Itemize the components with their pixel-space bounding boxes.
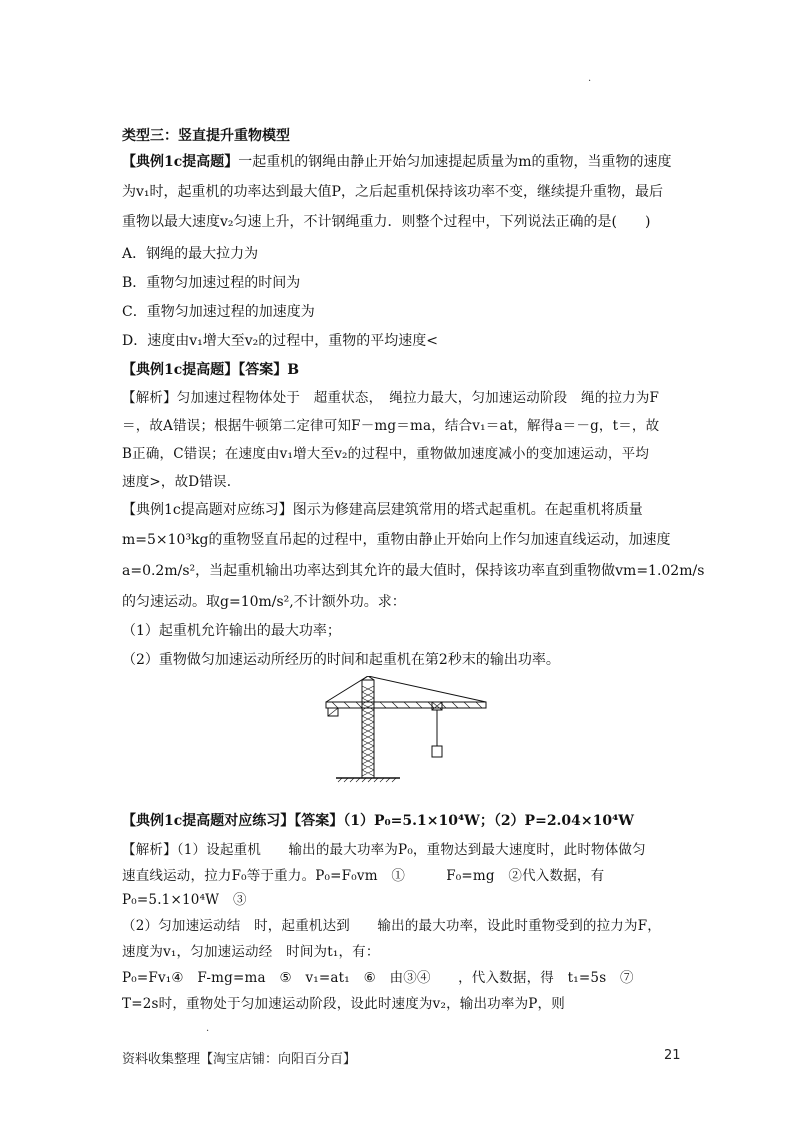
- section-title: 类型三：竖直提升重物模型: [122, 128, 290, 144]
- example1-analysis-line-4: 速度>，故D错误.: [122, 474, 232, 490]
- example1-answer: 【典例1c提高题】【答案】B: [122, 362, 300, 378]
- example2-solution-line-3: P₀=5.1×10⁴W ③: [122, 892, 247, 908]
- example2-solution-line-1: 【解析】（1）设起重机 输出的最大功率为P₀，重物达到最大速度时，此时物体做匀: [122, 842, 646, 858]
- option-c: C．重物匀加速过程的加速度为: [122, 304, 315, 320]
- example2-solution-line-2: 速直线运动，拉力F₀等于重力。P₀=F₀vm ① F₀=mg ②代入数据，有: [122, 868, 605, 884]
- example2-solution-line-6: P₀=Fv₁④ F-mg=ma ⑤ v₁=at₁ ⑥ 由③④ ，代入数据，得 t₁=5s ⑦: [122, 970, 634, 986]
- page-number: 21: [664, 1048, 681, 1063]
- option-b: B．重物匀加速过程的时间为: [122, 275, 301, 291]
- example1-question-line-1: [122, 152, 692, 172]
- example2-answer: 【典例1c提高题对应练习】【答案】（1）P₀=5.1×10⁴W；（2）P=2.04×10⁴W: [122, 813, 634, 829]
- example2-solution-line-4: （2）匀加速运动结 时，起重机达到 输出的最大功率，设此时重物受到的拉力为F，: [122, 918, 661, 934]
- tower-crane-figure: [322, 676, 488, 790]
- example2-question-line-3: a=0.2m/s²，当起重机输出功率达到其允许的最大值时，保持该功率直到重物做vm=1.02m/s: [122, 563, 705, 579]
- example2-sub-question-2: （2）重物做匀加速运动所经历的时间和起重机在第2秒末的输出功率。: [122, 652, 560, 668]
- example2-question-line-4: 的匀速运动。取g=10m/s²,不计额外功。求：: [122, 594, 406, 610]
- example1-analysis-line-1: 【解析】匀加速过程物体处于 超重状态， 绳拉力最大，匀加速运动阶段 绳的拉力为F: [122, 390, 660, 406]
- example1-question-line-2: 为v₁时，起重机的功率达到最大值P，之后起重机保持该功率不变，继续提升重物，最后: [122, 184, 663, 200]
- example2-question-line-1: 【典例1c提高题对应练习】图示为修建高层建筑常用的塔式起重机。在起重机将质量: [122, 502, 643, 518]
- example1-question-text: 一起重机的钢绳由静止开始匀加速提起质量为m的重物，当重物的速度: [238, 154, 672, 170]
- example2-solution-line-7: T=2s时，重物处于匀加速运动阶段，设此时速度为v₂，输出功率为P，则: [122, 996, 565, 1012]
- example1-analysis-line-3: B正确，C错误；在速度由v₁增大至v₂的过程中，重物做加速度减小的变加速运动，平均: [122, 446, 650, 462]
- example2-question-line-2: m=5×10³kg的重物竖直吊起的过程中，重物由静止开始向上作匀加速直线运动，加速度: [122, 532, 671, 548]
- option-d: D．速度由v₁增大至v₂的过程中，重物的平均速度<: [122, 333, 438, 349]
- example2-solution-line-5: 速度为v₁，匀加速运动经 时间为t₁，有：: [122, 944, 380, 960]
- example1-question-line-3: 重物以最大速度v₂匀速上升，不计钢绳重力．则整个过程中，下列说法正确的是( ): [122, 214, 651, 230]
- example1-tag: 【典例1c提高题】: [122, 154, 239, 170]
- footer-source: 资料收集整理【淘宝店铺：向阳百分百】: [122, 1052, 357, 1067]
- option-a: A．钢绳的最大拉力为: [122, 246, 259, 262]
- example2-sub-question-1: （1）起重机允许输出的最大功率；: [122, 623, 341, 639]
- page-mark-dot-bottom: ·: [206, 1026, 210, 1037]
- example1-analysis-line-2: ＝，故A错误；根据牛顿第二定律可知F－mg＝ma，结合v₁＝at，解得a＝－g，t＝，故: [122, 418, 660, 434]
- page-mark-dot: ·: [588, 76, 592, 87]
